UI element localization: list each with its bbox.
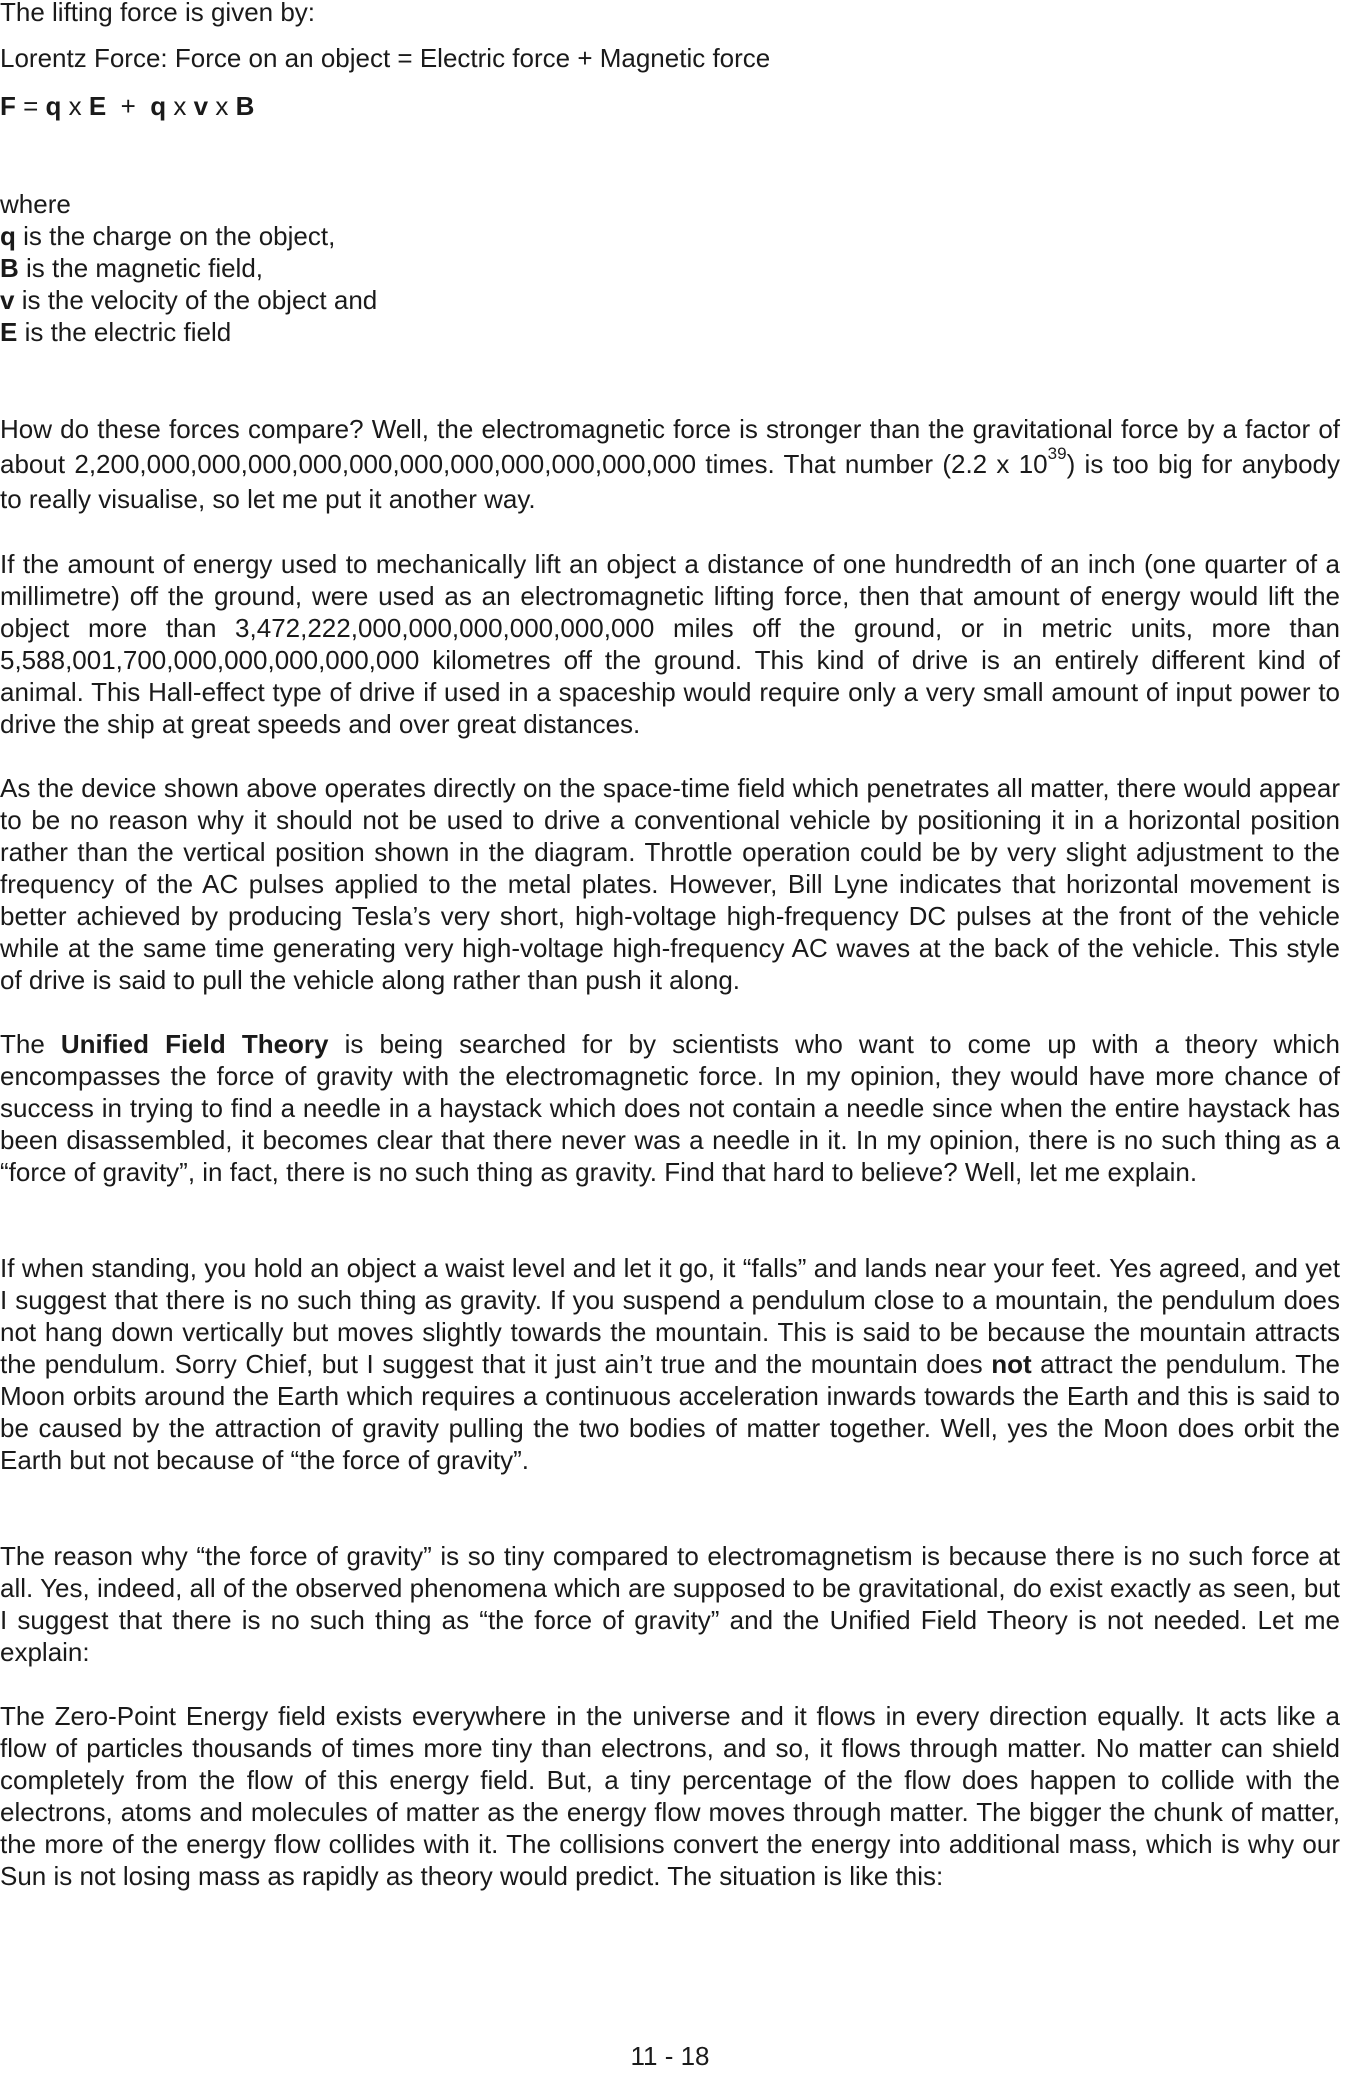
- definition-symbol: E: [0, 317, 18, 347]
- formula-E: E: [88, 91, 107, 121]
- definition-symbol: B: [0, 253, 19, 283]
- formula-v: v: [193, 91, 209, 121]
- paragraph-zero-point-energy: The Zero-Point Energy field exists everywhere in the universe and it flows in every direction equally. It acts like a flow of particles thousands of times more tiny than electrons, and so, it flows through matter. No matter can shield completely from the flow of this energy field. But, a tiny percentage of the flow does happen to collide with the electrons, atoms and molecules of matter as the energy flow moves through matter. The bigger the chunk of matter, the more of the energy flow collides with it. The collisions convert the energy into additional mass, which is why our Sun is not losing mass as rapidly as theory would predict. The situation is like this:: [0, 1701, 1340, 1891]
- force-comparison-text-b: ) is too big for anybody to really visualise, so let me put it another way.: [0, 449, 1340, 514]
- formula-F: F: [0, 91, 16, 121]
- paragraph-horizontal-drive: As the device shown above operates directly on the space-time field which penetrates all matter, there would appear to be no reason why it should not be used to drive a conventional vehicle by positioning it in a horizontal position rather than the vertical position shown in the diagram. Throttle operation could be by very slight adjustment to the frequency of the AC pulses applied to the metal plates. However, Bill Lyne indicates that horizontal movement is better achieved by producing Tesla’s very short, high-voltage high-frequency DC pulses at the front of the vehicle while at the same time generating very high-voltage high-frequency AC waves at the back of the vehicle. This style of drive is said to pull the vehicle along rather than push it along.: [0, 773, 1340, 995]
- formula-q2: q: [150, 91, 167, 121]
- definition-symbol: q: [0, 221, 16, 251]
- definition-symbol: v: [0, 285, 15, 315]
- formula-q1: q: [45, 91, 62, 121]
- definition-B: [0, 252, 263, 284]
- unified-field-theory-term: Unified Field Theory: [60, 1029, 329, 1059]
- where-label: where: [0, 189, 71, 219]
- formula-B: B: [235, 91, 255, 121]
- formula-times-3: x: [208, 91, 236, 121]
- definition-text: is the magnetic field,: [18, 253, 264, 283]
- lorentz-formula: [0, 90, 254, 122]
- formula-equals: =: [15, 91, 46, 121]
- paragraph-unified-field-theory: [0, 1028, 1340, 1188]
- formula-times-1: x: [61, 91, 89, 121]
- definition-text: is the velocity of the object and: [14, 285, 378, 315]
- definition-text: is the electric field: [17, 317, 232, 347]
- paragraph-force-comparison: [0, 412, 1340, 517]
- definition-text: is the charge on the object,: [15, 221, 336, 251]
- force-comparison-text-a: How do these forces compare? Well, the electromagnetic force is stronger than the gravitational force by a factor of about 2,200,000,000,000,000,000,000,000,000,000,000,000 times. That number (2.2 x 10: [0, 414, 1340, 479]
- page-number: 11 - 18: [630, 2041, 710, 2071]
- unified-field-text-post: is being searched for by scientists who want to come up with a theory which encompasses the force of gravity with the electromagnetic force. In my opinion, they would have more chance of success in trying to find a needle in a haystack which does not contain a needle since when the entire haystack has been disassembled, it becomes clear that there never was a needle in it. In my opinion, there is no such thing as a “force of gravity”, in fact, there is no such thing as gravity. Find that hard to believe? Well, let me explain.: [0, 1029, 1340, 1187]
- pendulum-text-pre: If when standing, you hold an object a waist level and let it go, it “falls” and lands near your feet. Yes agreed, and yet I suggest that there is no such thing as gravity. If you suspend a pendulum close to a mountain, the pendulum does not hang down vertically but moves slightly towards the mountain. This is said to be because the mountain attracts the pendulum. Sorry Chief, but I suggest that it just ain’t true and the mountain does: [0, 1253, 1340, 1379]
- paragraph-lifting-energy: If the amount of energy used to mechanically lift an object a distance of one hundredth of an inch (one quarter of a millimetre) off the ground, were used as an electromagnetic lifting force, then that amount of energy would lift the object more than 3,472,222,000,000,000,000,000,000 miles off the ground, or in metric units, more than 5,588,001,700,000,000,000,000,000 kilometres off the ground. This kind of drive is an entirely different kind of animal. This Hall-effect type of drive if used in a spaceship would require only a very small amount of input power to drive the ship at great speeds and over great distances.: [0, 549, 1340, 739]
- emphasis-not: not: [991, 1349, 1032, 1379]
- intro-line: The lifting force is given by:: [0, 0, 316, 27]
- definition-q: [0, 220, 335, 252]
- definition-v: [0, 284, 377, 316]
- paragraph-no-gravity: The reason why “the force of gravity” is so tiny compared to electromagnetism is because there is no such force at all. Yes, indeed, all of the observed phenomena which are supposed to be gravitational, do exist exactly as seen, but I suggest that there is no such thing as “the force of gravity” and the Unified Field Theory is not needed. Let me explain:: [0, 1541, 1340, 1667]
- formula-plus: +: [106, 91, 151, 121]
- lorentz-force-line: Lorentz Force: Force on an object = Electric force + Magnetic force: [0, 43, 771, 73]
- paragraph-pendulum: [0, 1252, 1340, 1476]
- exponent: 39: [1047, 444, 1067, 463]
- pendulum-text-post: attract the pendulum. The Moon orbits around the Earth which requires a continuous acceleration inwards towards the Earth and this is said to be caused by the attraction of gravity pulling the two bodies of matter together. Well, yes the Moon does orbit the Earth but not because of “the force of gravity”.: [0, 1349, 1340, 1475]
- formula-times-2: x: [166, 91, 194, 121]
- definition-E: [0, 316, 231, 348]
- unified-field-text-pre: The: [0, 1029, 61, 1059]
